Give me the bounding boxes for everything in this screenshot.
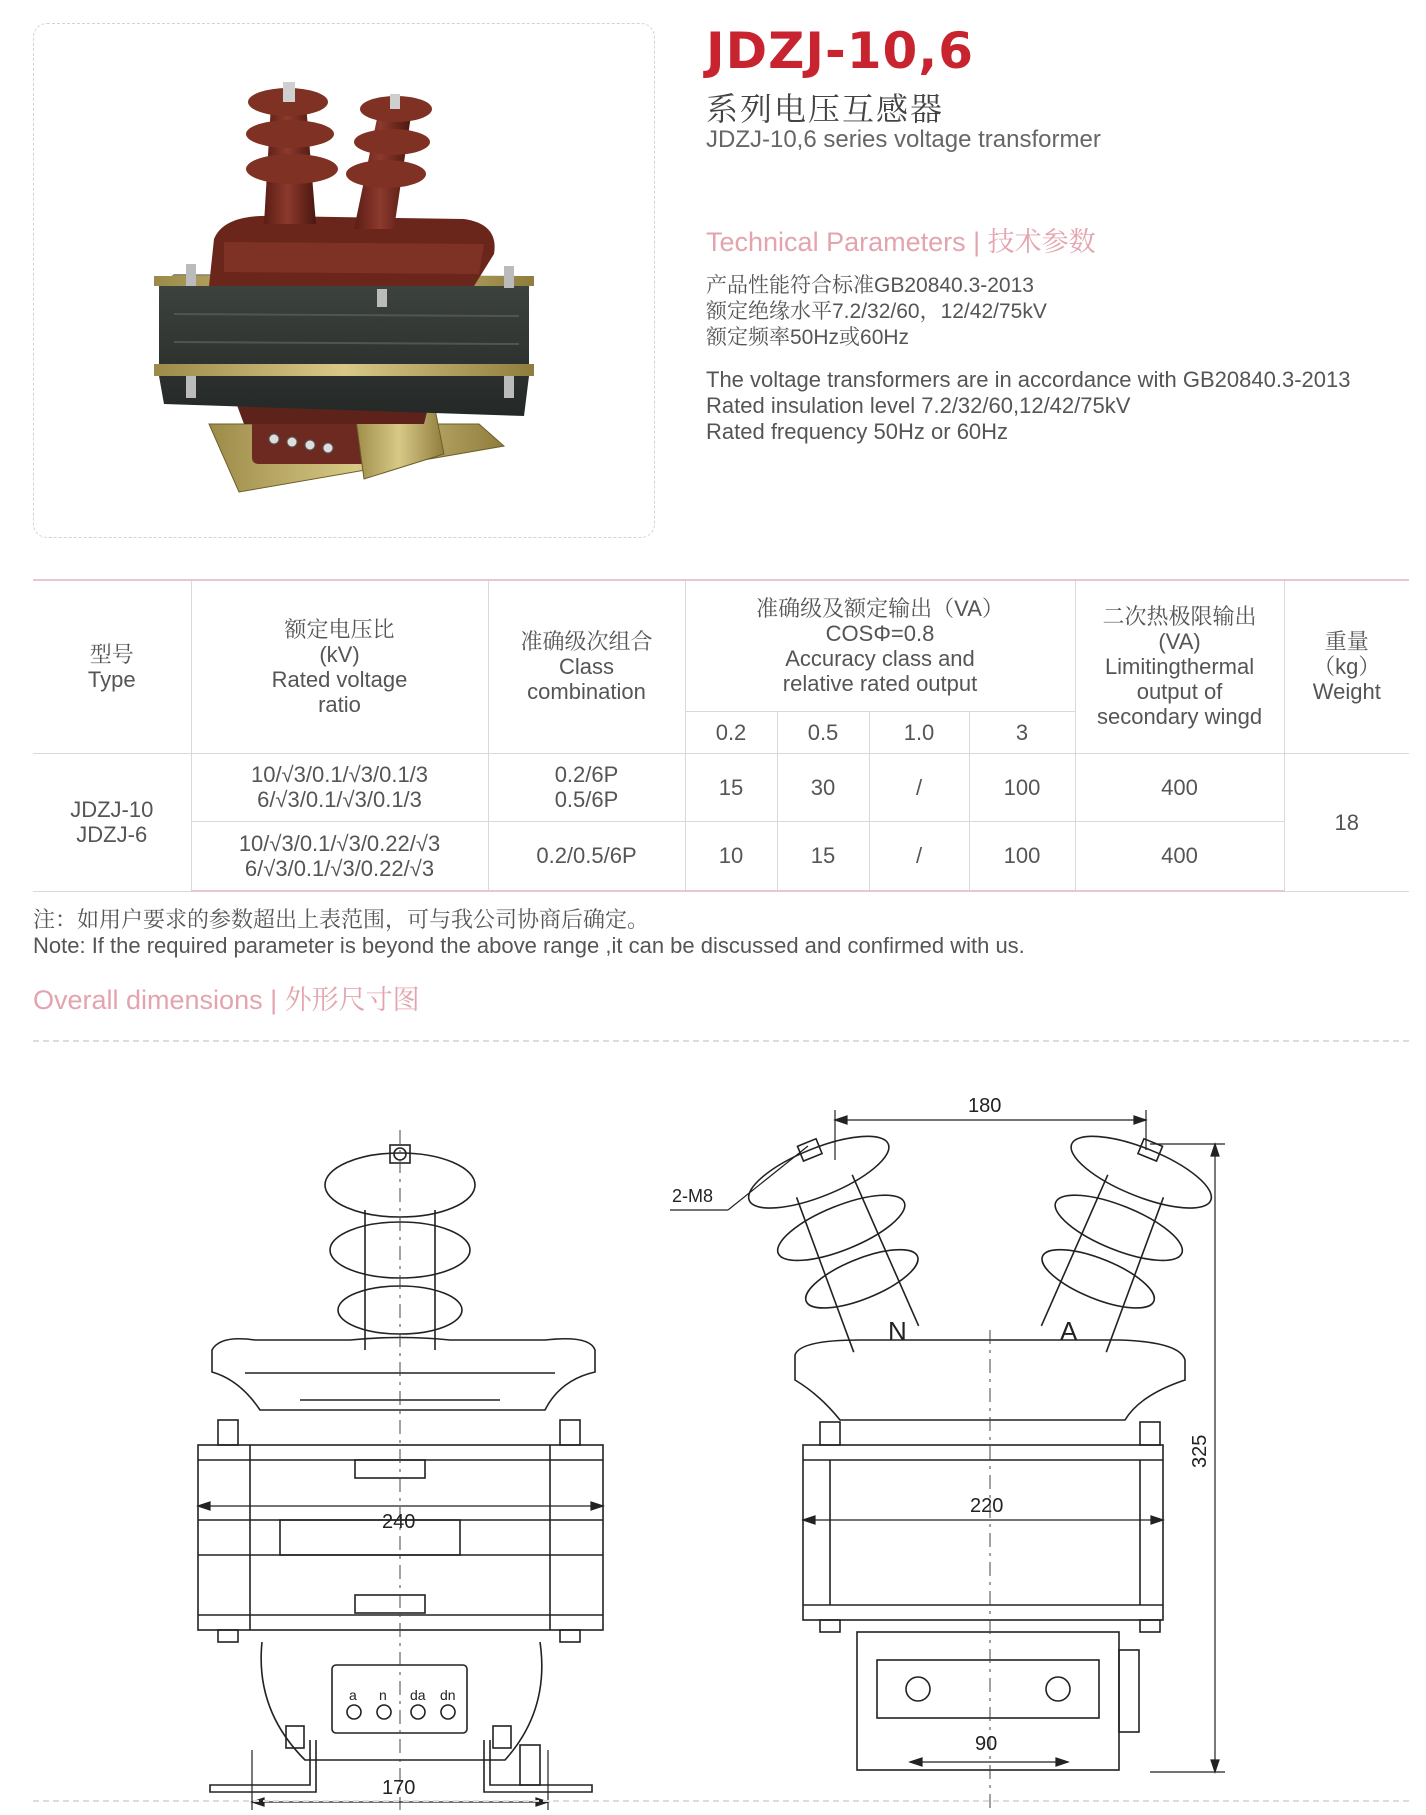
cell-output-3: 100 — [969, 753, 1075, 821]
header-line: 准确级及额定输出（VA） — [756, 595, 1004, 621]
dim-170: 170 — [382, 1777, 416, 1799]
model-line: JDZJ-10 — [70, 797, 154, 822]
cell-output-0.2: 10 — [685, 821, 777, 891]
subheader-class-3: 3 — [969, 711, 1075, 753]
dim-220: 220 — [970, 1495, 1004, 1517]
divider — [33, 1040, 1409, 1042]
cell-ratio — [191, 753, 488, 821]
table-row — [33, 753, 1409, 821]
terminal-n: n — [379, 1687, 387, 1703]
cell-output-0.2: 15 — [685, 753, 777, 821]
dimensions-heading: Overall dimensions | 外形尺寸图 — [33, 985, 420, 1015]
header-line: ratio — [318, 691, 361, 717]
header-line: 准确级次组合 — [520, 629, 653, 655]
cell-output-3: 100 — [969, 821, 1075, 891]
header-line: secondary wingd — [1096, 704, 1263, 730]
product-title: JDZJ-10,6 — [706, 22, 975, 80]
dim-240: 240 — [382, 1511, 416, 1533]
header-accuracy-output — [685, 580, 1075, 711]
side-dimensions — [670, 1110, 1225, 1772]
cell-output-0.5: 15 — [777, 821, 869, 891]
cell-class — [488, 753, 685, 821]
product-photo-frame — [33, 23, 655, 538]
tech-zh-line: 额定绝缘水平7.2/32/60，12/42/75kV — [706, 300, 1047, 323]
header-line: (kV) — [319, 641, 360, 667]
cell-output-1.0: / — [869, 821, 969, 891]
terminal-da: da — [410, 1687, 426, 1703]
header-type — [33, 580, 191, 753]
header-line: output of — [1136, 679, 1223, 705]
dim-180: 180 — [968, 1095, 1002, 1117]
header-line: Rated voltage — [271, 666, 408, 692]
product-subtitle-en: JDZJ-10,6 series voltage transformer — [706, 126, 1101, 153]
terminal-dn: dn — [440, 1687, 456, 1703]
header-line: COSΦ=0.8 — [825, 620, 935, 646]
cell-ratio — [191, 821, 488, 891]
dim-325: 325 — [1189, 1434, 1211, 1468]
header-class-combination — [488, 580, 685, 753]
note-zh: 注：如用户要求的参数超出上表范围，可与我公司协商后确定。 — [33, 907, 650, 932]
header-line: Type — [87, 666, 136, 692]
terminal-N: N — [888, 1316, 907, 1346]
ratio-line: 6/√3/0.1/√3/0.22/√3 — [244, 855, 435, 881]
class-line: 0.2/6P — [554, 762, 619, 787]
tech-zh-line: 额定频率50Hz或60Hz — [706, 326, 910, 349]
tech-params-heading: Technical Parameters | 技术参数 — [706, 227, 1096, 257]
header-line: relative rated output — [782, 670, 978, 696]
tech-en-line: The voltage transformers are in accordance with GB20840.3-2013 — [706, 367, 1351, 392]
header-line: Accuracy class and — [785, 645, 975, 671]
note-en: Note: If the required parameter is beyond the above range ,it can be discussed and confirmed with us. — [33, 933, 1025, 958]
terminal-a: a — [349, 1687, 357, 1703]
header-thermal-output — [1075, 580, 1284, 753]
header-line: （kg） — [1313, 654, 1381, 680]
header-line: Limitingthermal — [1104, 654, 1255, 680]
side-view — [737, 1114, 1223, 1770]
tech-zh-line: 产品性能符合标准GB20840.3-2013 — [706, 274, 1034, 297]
header-line: 重量 — [1324, 629, 1369, 655]
cell-thermal: 400 — [1075, 821, 1284, 891]
table-row — [33, 821, 1409, 891]
ratio-line: 10/√3/0.1/√3/0.22/√3 — [238, 830, 441, 856]
ratio-line: 6/√3/0.1/√3/0.1/3 — [257, 787, 422, 812]
tech-en-line: Rated frequency 50Hz or 60Hz — [706, 419, 1009, 444]
tech-params-en — [706, 367, 1350, 445]
cell-output-0.5: 30 — [777, 753, 869, 821]
subheader-class-0.2: 0.2 — [685, 711, 777, 753]
header-line: (VA) — [1158, 629, 1201, 655]
dim-90: 90 — [975, 1733, 998, 1755]
cell-weight: 18 — [1284, 753, 1409, 891]
class-line: 0.5/6P — [554, 787, 619, 812]
header-line: 二次热极限输出 — [1102, 604, 1257, 630]
header-weight — [1284, 580, 1409, 753]
cell-output-1.0: / — [869, 753, 969, 821]
product-subtitle-zh: 系列电压互感器 — [706, 91, 945, 127]
bolt-label-2-m8: 2-M8 — [672, 1186, 714, 1206]
cell-class: 0.2/0.5/6P — [488, 821, 685, 891]
tech-en-line: Rated insulation level 7.2/32/60,12/42/75kV — [706, 393, 1131, 418]
model-line: JDZJ-6 — [76, 822, 148, 847]
tech-params-zh — [706, 273, 1047, 351]
dimension-drawing — [0, 1050, 1426, 1815]
divider — [33, 1800, 1409, 1802]
header-rated-voltage-ratio — [191, 580, 488, 753]
transformer-photo — [34, 24, 656, 539]
header-line: Class — [558, 654, 614, 680]
cell-thermal: 400 — [1075, 753, 1284, 821]
header-line: 额定电压比 — [284, 616, 395, 642]
subheader-class-0.5: 0.5 — [777, 711, 869, 753]
ratio-line: 10/√3/0.1/√3/0.1/3 — [250, 762, 429, 787]
terminal-A: A — [1060, 1316, 1078, 1346]
subheader-class-1.0: 1.0 — [869, 711, 969, 753]
header-line: Weight — [1312, 679, 1381, 705]
spec-table — [33, 579, 1409, 892]
header-line: 型号 — [89, 641, 134, 667]
cell-model — [33, 753, 191, 891]
header-line: combination — [527, 679, 646, 705]
